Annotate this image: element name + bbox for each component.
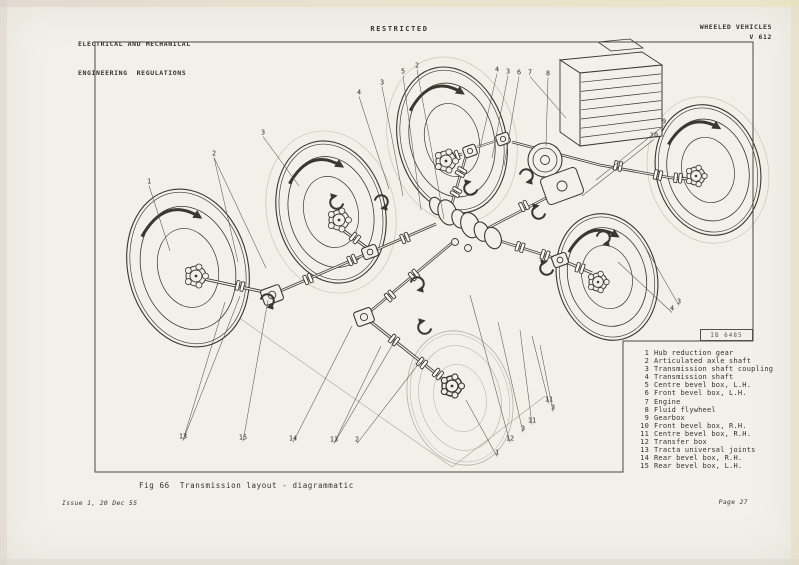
planet-gear bbox=[446, 167, 452, 173]
legend-item-number: 11 bbox=[640, 429, 649, 438]
planet-gear bbox=[328, 211, 334, 217]
legend-item-label: Centre bevel box, R.H. bbox=[654, 429, 752, 438]
legend-item bbox=[637, 414, 773, 422]
legend-item bbox=[637, 398, 773, 406]
planet-gear bbox=[339, 226, 345, 232]
planet-gear bbox=[588, 284, 593, 289]
legend-item-label: Hub reduction gear bbox=[654, 349, 734, 357]
legend-item-label: Front bevel box, R.H. bbox=[654, 421, 747, 430]
callout-label: 14 bbox=[288, 434, 298, 443]
legend-item bbox=[637, 446, 773, 454]
legend-item-label: Transmission shaft coupling bbox=[654, 365, 774, 374]
callout-label: 4 bbox=[494, 65, 500, 74]
callout-label: 5 bbox=[400, 67, 406, 76]
callout-label: 13 bbox=[178, 432, 188, 441]
tyre-outer bbox=[393, 319, 527, 476]
planet-gear bbox=[185, 267, 191, 273]
callout-label: 6 bbox=[516, 68, 522, 77]
legend-item-number: 4 bbox=[644, 373, 649, 382]
hub-centre bbox=[195, 275, 198, 278]
legend-item-number: 6 bbox=[644, 389, 649, 398]
planet-gear bbox=[588, 274, 593, 279]
legend-item-number: 10 bbox=[640, 421, 649, 430]
planet-gear bbox=[686, 168, 691, 173]
shaft-rotation-arrow bbox=[540, 262, 553, 275]
hub-centre bbox=[597, 281, 600, 284]
callout-label: 15 bbox=[238, 433, 248, 442]
legend-item-number: 3 bbox=[644, 365, 649, 374]
legend-item-label: Engine bbox=[654, 397, 681, 406]
leader-line bbox=[504, 77, 519, 167]
publication-line1: ELECTRICAL AND MECHANICAL bbox=[78, 40, 191, 48]
document-reference: V 612 bbox=[749, 32, 772, 41]
shaft-rotation-arrow bbox=[411, 277, 424, 290]
callout-label: 10 bbox=[649, 131, 659, 140]
planet-gear bbox=[598, 287, 603, 292]
legend-item-number: 9 bbox=[644, 413, 649, 422]
legend-item bbox=[637, 430, 773, 438]
callout-label: 3 bbox=[379, 78, 385, 87]
planet-gear bbox=[441, 389, 447, 395]
leader-line bbox=[546, 78, 548, 147]
planet-gear bbox=[435, 152, 441, 158]
leader-line bbox=[334, 346, 381, 444]
callout-label: 7 bbox=[527, 68, 533, 77]
shaft-rotation-arrow bbox=[418, 321, 431, 334]
legend-item-label: Rear bevel box, R.H. bbox=[654, 454, 743, 463]
legend-item bbox=[637, 357, 773, 365]
callout-label: 3 bbox=[676, 297, 682, 306]
legend-item bbox=[637, 365, 773, 373]
callout-label: 3 bbox=[550, 403, 556, 412]
figure-caption: Fig 66 Transmission layout - diagrammatic bbox=[139, 481, 354, 490]
ghost-wheel bbox=[393, 319, 527, 476]
callout-label: 2 bbox=[414, 61, 420, 70]
planet-gear bbox=[696, 181, 701, 186]
legend-item-label: Gearbox bbox=[654, 413, 685, 422]
callout-label: 3 bbox=[520, 424, 526, 433]
callout-label: 3 bbox=[260, 128, 266, 137]
wheel-tyre bbox=[543, 203, 671, 351]
coupling-collar bbox=[678, 173, 682, 183]
plate-number: IB 6485 bbox=[700, 329, 753, 341]
planet-gear bbox=[686, 178, 691, 183]
callout-label: 11 bbox=[527, 416, 537, 425]
callout-label: 3 bbox=[505, 67, 511, 76]
shaft-rotation-arrow bbox=[520, 169, 533, 182]
planet-gear bbox=[452, 374, 458, 380]
callout-label: 1 bbox=[494, 448, 500, 457]
planet-gear bbox=[446, 149, 452, 155]
legend-item-number: 15 bbox=[640, 462, 649, 471]
callout-label: 11 bbox=[544, 395, 554, 404]
hub-centre bbox=[695, 175, 698, 178]
planet-gear bbox=[452, 392, 458, 398]
hub-centre bbox=[445, 160, 448, 163]
planet-gear bbox=[435, 164, 441, 170]
planet-gear bbox=[196, 282, 202, 288]
legend-item-number: 13 bbox=[640, 446, 649, 455]
legend-item bbox=[637, 349, 773, 357]
legend-item-label: Front bevel box, L.H. bbox=[654, 389, 747, 398]
hub-centre bbox=[451, 385, 454, 388]
legend-item-label: Rear bevel box, L.H. bbox=[654, 462, 743, 471]
coupling-collar bbox=[674, 173, 678, 183]
leader-line bbox=[243, 300, 268, 442]
planet-gear bbox=[453, 158, 459, 164]
callout-label: 9 bbox=[661, 117, 667, 126]
legend-item-number: 7 bbox=[644, 397, 649, 406]
issue-date: Issue 1, 20 Dec 55 bbox=[62, 500, 138, 507]
legend-item-number: 8 bbox=[644, 405, 649, 414]
planet-gear bbox=[203, 273, 209, 279]
legend-item-label: Transfer box bbox=[654, 438, 707, 447]
shaft-rotation-arrow bbox=[532, 206, 545, 219]
legend-item bbox=[637, 454, 773, 462]
legend-item bbox=[637, 438, 773, 446]
planet-gear bbox=[598, 271, 603, 276]
classification-marking: RESTRICTED bbox=[370, 25, 429, 33]
legend-item bbox=[637, 389, 773, 397]
legend-item bbox=[637, 373, 773, 381]
leader-line bbox=[466, 400, 500, 457]
planet-gear bbox=[441, 377, 447, 383]
legend-item-number: 14 bbox=[640, 454, 649, 463]
legend-item-label: Tracta universal joints bbox=[654, 446, 756, 455]
callout-label: 13 bbox=[329, 435, 339, 444]
callout-label: 8 bbox=[545, 69, 551, 78]
callout-label: 2 bbox=[354, 435, 360, 444]
planet-gear bbox=[604, 279, 609, 284]
legend-item bbox=[637, 422, 773, 430]
legend-item-label: Transmission shaft bbox=[654, 373, 734, 382]
page-number: Page 27 bbox=[718, 499, 748, 506]
legend-item-label: Articulated axle shaft bbox=[654, 357, 752, 366]
transmission-shaft-core bbox=[488, 197, 548, 228]
legend-item-label: Fluid flywheel bbox=[654, 405, 716, 414]
planet-gear bbox=[185, 279, 191, 285]
transfer-box-gear bbox=[465, 245, 472, 252]
legend-item-label: Centre bevel box, L.H. bbox=[654, 381, 752, 390]
publication-line2: ENGINEERING REGULATIONS bbox=[78, 68, 187, 77]
legend-item-number: 12 bbox=[640, 438, 649, 447]
legend bbox=[637, 349, 773, 470]
leader-line bbox=[498, 322, 526, 433]
legend-item bbox=[637, 381, 773, 389]
leader-line bbox=[582, 140, 654, 197]
legend-item-number: 5 bbox=[644, 381, 649, 390]
callout-label: 4 bbox=[356, 88, 362, 97]
tyre-outer bbox=[543, 203, 671, 351]
transmission-shaft-core bbox=[497, 240, 560, 260]
hub-reduction-gear bbox=[441, 374, 464, 398]
transfer-box-gear bbox=[452, 239, 459, 246]
planet-gear bbox=[702, 173, 707, 178]
engine-intake bbox=[598, 39, 643, 51]
hub-centre bbox=[338, 219, 341, 222]
planet-gear bbox=[346, 217, 352, 223]
planet-gear bbox=[696, 165, 701, 170]
leader-line bbox=[470, 295, 510, 443]
callout-label: 12 bbox=[505, 434, 515, 443]
legend-item bbox=[637, 406, 773, 414]
transmission-shaft-core bbox=[366, 318, 444, 380]
legend-item-number: 2 bbox=[644, 357, 649, 366]
callout-label: 2 bbox=[211, 149, 217, 158]
legend-item bbox=[637, 462, 773, 470]
legend-item-number: 1 bbox=[644, 349, 649, 357]
document-category: WHEELED VEHICLES bbox=[699, 23, 772, 31]
planet-gear bbox=[328, 223, 334, 229]
callout-label: 1 bbox=[146, 177, 152, 186]
planet-gear bbox=[459, 383, 465, 389]
leader-line bbox=[354, 362, 420, 444]
engine-side bbox=[560, 60, 580, 146]
planet-gear bbox=[196, 264, 202, 270]
callout-label: 4 bbox=[669, 304, 675, 313]
